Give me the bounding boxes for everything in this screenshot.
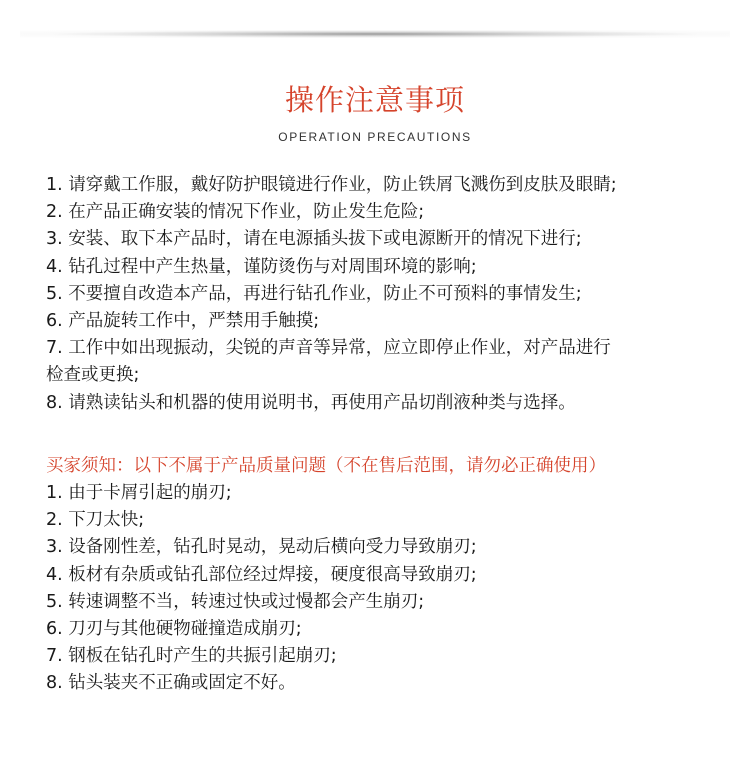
issue-item: 5. 转速调整不当，转速过快或过慢都会产生崩刃; bbox=[46, 591, 425, 612]
page-title: 操作注意事项 bbox=[284, 83, 465, 117]
precaution-item: 4. 钻孔过程中产生热量，谨防烫伤与对周围环境的影响; bbox=[46, 256, 477, 277]
issue-item: 3. 设备刚性差，钻孔时晃动，晃动后横向受力导致崩刃; bbox=[46, 537, 477, 558]
precautions-list bbox=[46, 172, 716, 417]
precaution-item: 3. 安装、取下本产品时，请在电源插头拔下或电源断开的情况下进行; bbox=[46, 229, 582, 250]
issue-item: 7. 钢板在钻孔时产生的共振引起崩刃; bbox=[46, 646, 337, 667]
precaution-item: 6. 产品旋转工作中，严禁用手触摸; bbox=[46, 311, 320, 332]
precaution-item: 8. 请熟读钻头和机器的使用说明书，再使用产品切削液种类与选择。 bbox=[46, 392, 576, 413]
issue-item: 1. 由于卡屑引起的崩刃; bbox=[46, 483, 232, 503]
issue-item: 4. 板材有杂质或钻孔部位经过焊接，硬度很高导致崩刃; bbox=[46, 564, 477, 585]
shadow-divider bbox=[20, 30, 730, 38]
issue-item: 8. 钻头装夹不正确或固定不好。 bbox=[46, 673, 296, 694]
precaution-item: 5. 不要擅自改造本产品，再进行钻孔作业，防止不可预料的事情发生; bbox=[46, 283, 582, 304]
page-subtitle: OPERATION PRECAUTIONS bbox=[278, 130, 472, 144]
precaution-item-continued: 检查或更换; bbox=[46, 365, 140, 386]
precaution-item: 1. 请穿戴工作服，戴好防护眼镜进行作业，防止铁屑飞溅伤到皮肤及眼睛; bbox=[46, 175, 617, 195]
issue-item: 2. 下刀太快; bbox=[46, 510, 145, 531]
precaution-item: 2. 在产品正确安装的情况下作业，防止发生危险; bbox=[46, 202, 425, 223]
precaution-item: 7. 工作中如出现振动，尖锐的声音等异常，应立即停止作业，对产品进行 bbox=[46, 338, 611, 359]
issue-item: 6. 刀刃与其他硬物碰撞造成崩刃; bbox=[46, 619, 302, 640]
buyer-notice-heading: 买家须知：以下不属于产品质量问题（不在售后范围，请勿必正确使用） bbox=[46, 456, 606, 476]
non-quality-issues-list bbox=[46, 480, 716, 698]
